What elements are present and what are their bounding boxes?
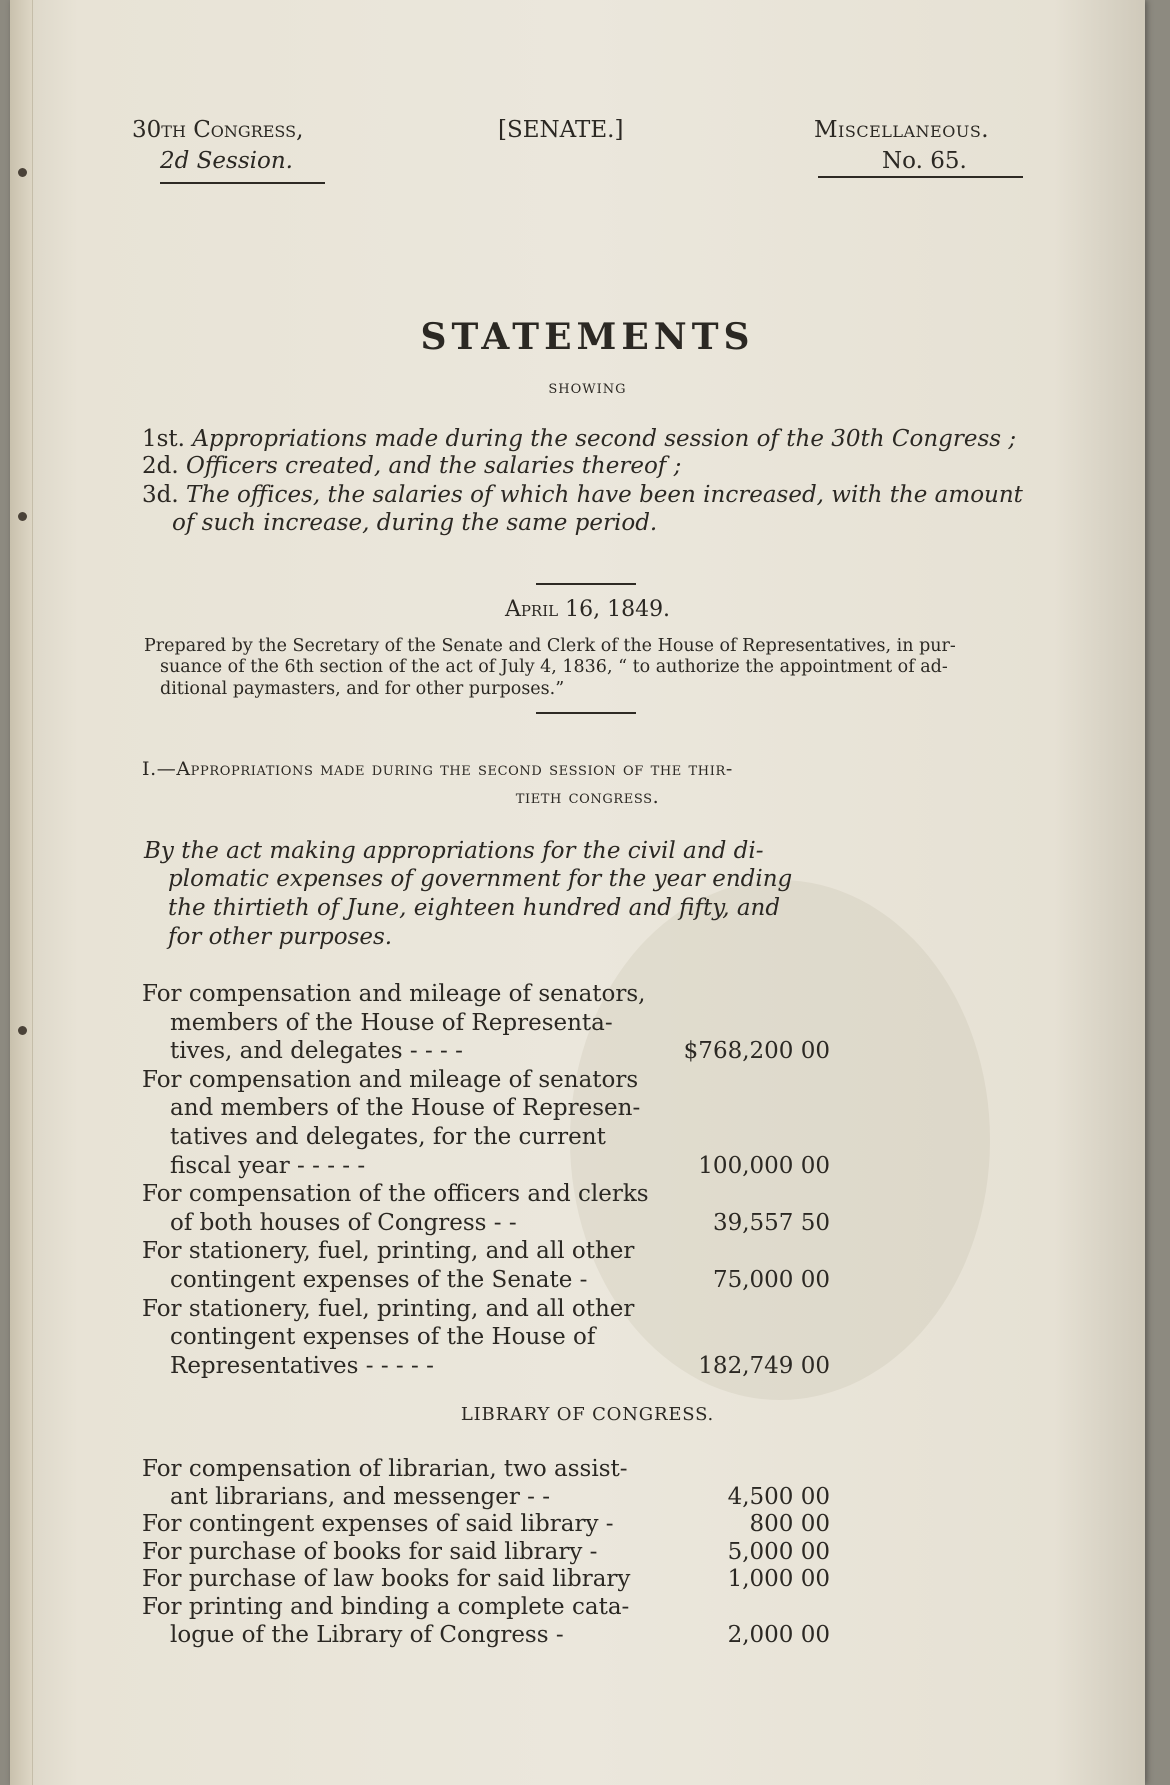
item-description: contingent expenses of the Senate - bbox=[170, 1267, 588, 1293]
item-amount: 100,000 00 bbox=[698, 1152, 830, 1179]
act-intro-line: plomatic expenses of government for the year ending bbox=[168, 866, 793, 892]
library-heading: LIBRARY OF CONGRESS. bbox=[460, 1404, 715, 1425]
document-page bbox=[10, 0, 1145, 1785]
separator-rule bbox=[536, 583, 636, 585]
section-heading-cont: tieth congress. bbox=[515, 786, 660, 808]
item-description: tatives and delegates, for the current bbox=[170, 1124, 606, 1150]
item-description: For stationery, fuel, printing, and all other bbox=[142, 1238, 635, 1265]
chamber-label: [SENATE.] bbox=[498, 117, 624, 143]
item-description: For purchase of law books for said library bbox=[142, 1566, 631, 1593]
act-intro-line: the thirtieth of June, eighteen hundred and fifty, and bbox=[168, 895, 781, 921]
purpose-item bbox=[142, 453, 681, 479]
item-description: and members of the House of Represen- bbox=[170, 1095, 641, 1122]
document-date: April 16, 1849. bbox=[504, 597, 671, 622]
purpose-text: of such increase, during the same period. bbox=[172, 510, 658, 536]
item-amount: 800 00 bbox=[749, 1511, 830, 1538]
purpose-item bbox=[172, 510, 657, 536]
stitch-hole bbox=[18, 1026, 27, 1035]
item-description: For stationery, fuel, printing, and all other bbox=[142, 1295, 635, 1322]
item-description: of both houses of Congress - - bbox=[170, 1209, 517, 1236]
purpose-item bbox=[142, 482, 1023, 508]
item-description: members of the House of Representa- bbox=[170, 1009, 613, 1036]
item-amount: $768,200 00 bbox=[683, 1038, 830, 1065]
item-amount: 75,000 00 bbox=[712, 1267, 830, 1293]
item-description: For printing and binding a complete cata- bbox=[142, 1594, 630, 1620]
binding-spine bbox=[10, 0, 33, 1785]
act-intro-line: By the act making appropriations for the civil and di- bbox=[144, 838, 764, 864]
separator-rule bbox=[536, 712, 636, 714]
item-amount: 182,749 00 bbox=[698, 1352, 830, 1379]
section-heading: I.—Appropriations made during the second session of the thir- bbox=[142, 758, 733, 780]
purpose-item bbox=[142, 426, 1016, 452]
showing-label: SHOWING bbox=[548, 382, 627, 397]
item-description: For compensation of the officers and clerks bbox=[142, 1181, 649, 1208]
purpose-text: Appropriations made during the second session of the 30th Congress ; bbox=[192, 426, 1017, 452]
prepared-line: suance of the 6th section of the act of July 4, 1836, “ to authorize the appointment of ad- bbox=[160, 657, 948, 677]
category-label: Miscellaneous. bbox=[814, 117, 990, 143]
act-intro-line: for other purposes. bbox=[168, 924, 393, 950]
item-description: logue of the Library of Congress - bbox=[170, 1621, 564, 1648]
purpose-text: Officers created, and the salaries thereof ; bbox=[185, 453, 682, 479]
item-description: tives, and delegates - - - - bbox=[170, 1038, 463, 1065]
paper-stain bbox=[570, 880, 990, 1400]
congress-label: 30th Congress, bbox=[132, 117, 304, 143]
session-label: 2d Session. bbox=[160, 148, 293, 174]
item-amount: 4,500 00 bbox=[727, 1483, 830, 1510]
item-amount: 39,557 50 bbox=[712, 1209, 830, 1236]
stitch-hole bbox=[18, 512, 27, 521]
prepared-line: Prepared by the Secretary of the Senate and Clerk of the House of Representatives, in pur- bbox=[144, 636, 956, 656]
stitch-hole bbox=[18, 168, 27, 177]
item-description: For purchase of books for said library - bbox=[142, 1538, 598, 1565]
item-description: Representatives - - - - - bbox=[170, 1352, 434, 1379]
item-amount: 5,000 00 bbox=[727, 1538, 830, 1565]
purpose-number: 1st. bbox=[142, 426, 193, 452]
item-description: For compensation and mileage of senators, bbox=[142, 981, 646, 1007]
document-number: No. 65. bbox=[882, 148, 967, 174]
item-amount: 1,000 00 bbox=[727, 1566, 830, 1593]
prepared-line: ditional paymasters, and for other purposes.” bbox=[160, 679, 565, 699]
document-title: STATEMENTS bbox=[420, 316, 755, 358]
item-amount: 2,000 00 bbox=[727, 1621, 830, 1648]
purpose-number: 3d. bbox=[142, 482, 186, 508]
header-rule-left bbox=[160, 182, 325, 184]
item-description: fiscal year - - - - - bbox=[170, 1152, 366, 1179]
item-description: For contingent expenses of said library - bbox=[142, 1511, 614, 1538]
item-description: contingent expenses of the House of bbox=[170, 1324, 596, 1351]
item-description: For compensation and mileage of senators bbox=[142, 1066, 639, 1093]
item-description: For compensation of librarian, two assist- bbox=[142, 1456, 628, 1482]
header-rule-right bbox=[818, 176, 1023, 178]
purpose-text: The offices, the salaries of which have been increased, with the amount bbox=[185, 482, 1023, 508]
item-description: ant librarians, and messenger - - bbox=[170, 1483, 551, 1510]
purpose-number: 2d. bbox=[142, 453, 186, 479]
